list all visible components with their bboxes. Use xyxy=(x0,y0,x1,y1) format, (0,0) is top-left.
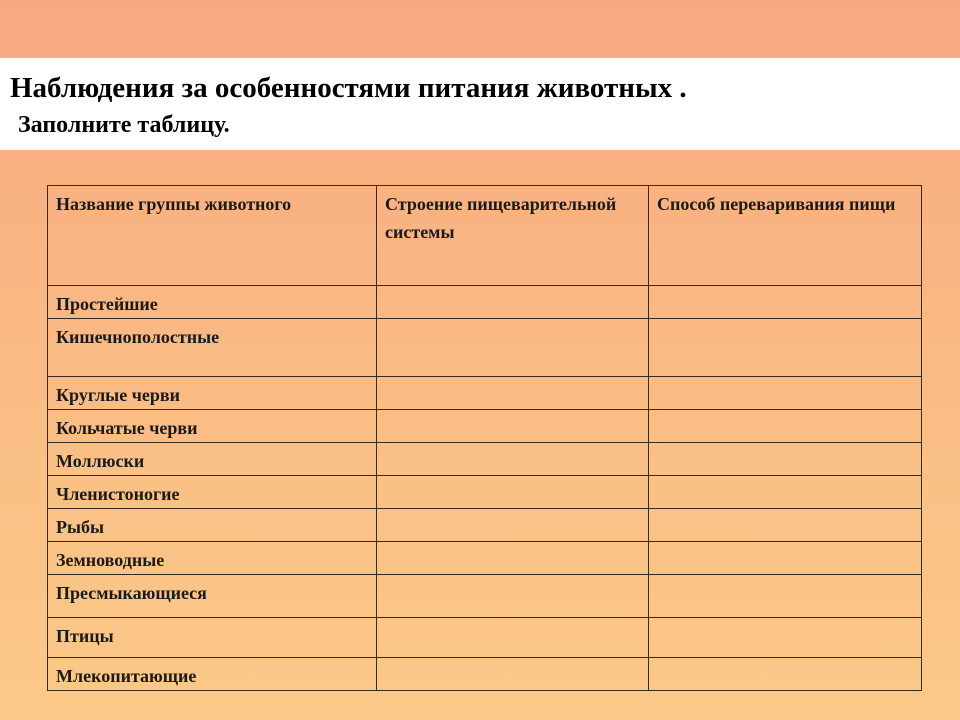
row-label: Млекопитающие xyxy=(48,658,377,691)
empty-cell[interactable] xyxy=(649,542,922,575)
row-label: Рыбы xyxy=(48,509,377,542)
table-row xyxy=(48,443,922,476)
empty-cell[interactable] xyxy=(377,618,649,658)
empty-cell[interactable] xyxy=(649,575,922,618)
table-row xyxy=(48,319,922,377)
empty-cell[interactable] xyxy=(649,618,922,658)
header-animal-group: Название группы животного xyxy=(48,186,377,286)
empty-cell[interactable] xyxy=(377,443,649,476)
empty-cell[interactable] xyxy=(377,542,649,575)
table-row xyxy=(48,410,922,443)
empty-cell[interactable] xyxy=(377,377,649,410)
empty-cell[interactable] xyxy=(649,410,922,443)
empty-cell[interactable] xyxy=(649,377,922,410)
row-label: Земноводные xyxy=(48,542,377,575)
empty-cell[interactable] xyxy=(649,286,922,319)
row-label: Простейшие xyxy=(48,286,377,319)
row-label: Пресмыкающиеся xyxy=(48,575,377,618)
empty-cell[interactable] xyxy=(649,443,922,476)
row-label: Птицы xyxy=(48,618,377,658)
empty-cell[interactable] xyxy=(377,476,649,509)
header-digestive-structure: Строение пищеварительной системы xyxy=(377,186,649,286)
table-row xyxy=(48,658,922,691)
empty-cell[interactable] xyxy=(377,286,649,319)
row-label: Круглые черви xyxy=(48,377,377,410)
empty-cell[interactable] xyxy=(649,509,922,542)
slide-title: Наблюдения за особенностями питания животных . xyxy=(10,72,687,104)
row-label: Моллюски xyxy=(48,443,377,476)
header-digestion-method: Способ переваривания пищи xyxy=(649,186,922,286)
row-label: Кольчатые черви xyxy=(48,410,377,443)
table-row xyxy=(48,286,922,319)
empty-cell[interactable] xyxy=(377,509,649,542)
empty-cell[interactable] xyxy=(649,476,922,509)
table-row xyxy=(48,377,922,410)
empty-cell[interactable] xyxy=(377,658,649,691)
table-header-row xyxy=(48,186,922,286)
empty-cell[interactable] xyxy=(649,658,922,691)
empty-cell[interactable] xyxy=(377,575,649,618)
table-row xyxy=(48,509,922,542)
table-row xyxy=(48,476,922,509)
row-label: Членистоногие xyxy=(48,476,377,509)
empty-cell[interactable] xyxy=(377,319,649,377)
animal-nutrition-table xyxy=(47,185,922,691)
table-row xyxy=(48,575,922,618)
slide-subtitle: Заполните таблицу. xyxy=(18,112,230,138)
empty-cell[interactable] xyxy=(377,410,649,443)
row-label: Кишечнополостные xyxy=(48,319,377,377)
empty-cell[interactable] xyxy=(649,319,922,377)
table-row xyxy=(48,618,922,658)
title-band xyxy=(0,58,960,150)
table-row xyxy=(48,542,922,575)
